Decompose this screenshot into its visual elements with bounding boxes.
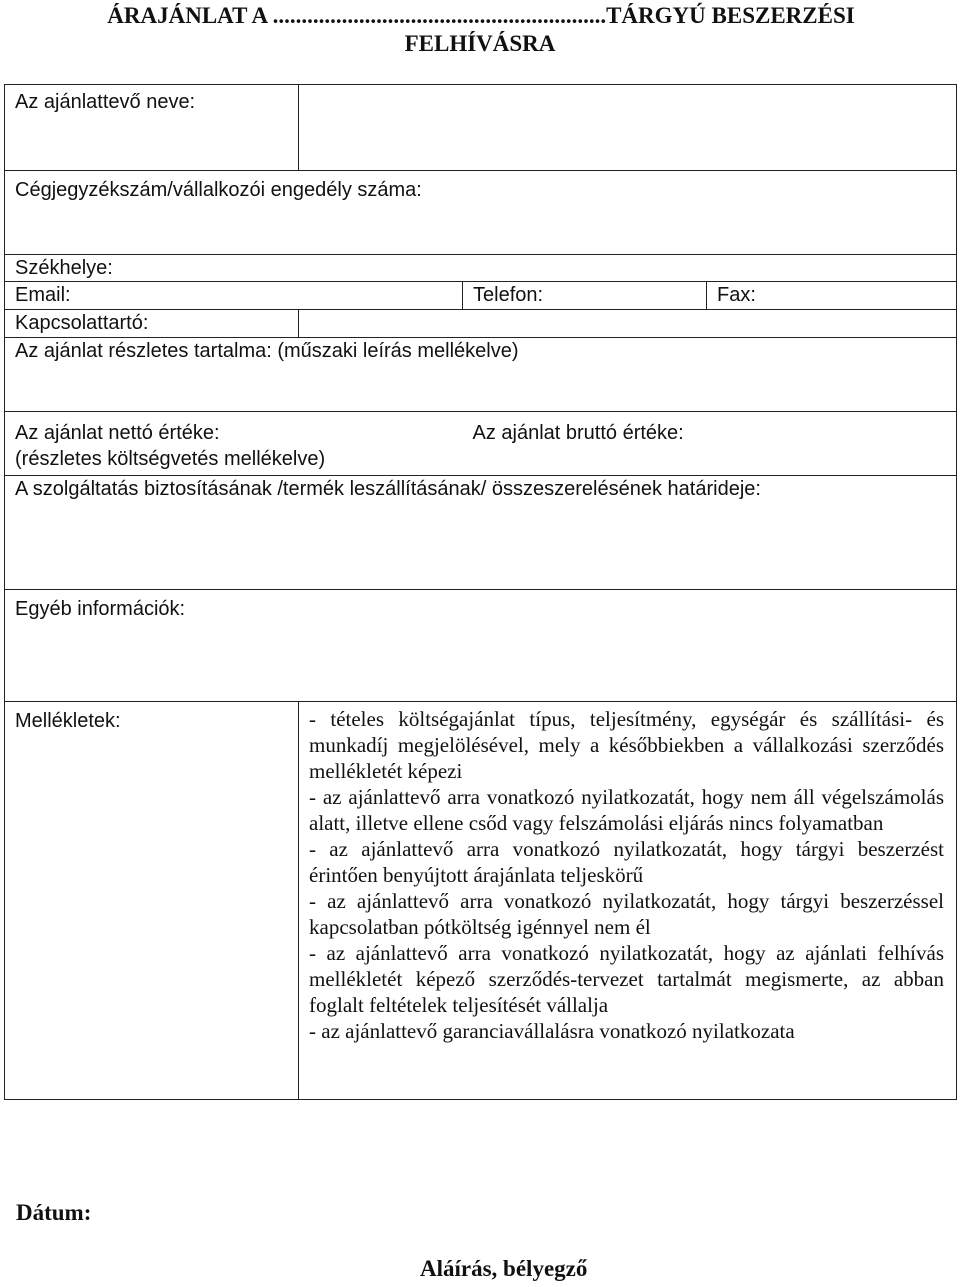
- bidder-name-label-cell: [5, 85, 299, 171]
- seat-field[interactable]: [5, 255, 957, 282]
- company-reg-field[interactable]: [5, 171, 957, 255]
- contact-label-cell: [5, 310, 299, 338]
- deadline-label: A szolgáltatás biztosításának /termék leszállításának/ összeszerelésének határideje:: [15, 478, 761, 500]
- attachments-label: Mellékletek:: [15, 710, 121, 732]
- contact-field[interactable]: [299, 310, 957, 338]
- gross-value-label: Az ajánlat bruttó értéke:: [472, 422, 684, 444]
- attachment-item: - az ajánlattevő arra vonatkozó nyilatkozatát, hogy tárgyi beszerzést érintően benyújtott árajánlata teljeskörű: [309, 837, 944, 887]
- seat-label: Székhelye:: [15, 257, 113, 279]
- bidder-name-label: Az ajánlattevő neve:: [15, 91, 196, 113]
- budget-note: (részletes költségvetés mellékelve): [15, 448, 326, 470]
- bidder-name-field[interactable]: [299, 85, 957, 171]
- net-value-label: Az ajánlat nettó értéke:: [15, 422, 220, 444]
- offer-form-table: [4, 84, 957, 1100]
- fax-label: Fax:: [717, 284, 756, 306]
- document-title: [0, 2, 960, 58]
- phone-field[interactable]: [463, 282, 707, 310]
- attachments-label-cell: [5, 702, 299, 1100]
- offer-content-label: Az ajánlat részletes tartalma: (műszaki leírás mellékelve): [15, 340, 519, 362]
- attachment-item: - az ajánlattevő arra vonatkozó nyilatkozatát, hogy az ajánlati felhívás mellékletét képező szerződés-tervezet tartalmát megismerte, az abban foglalt feltételek teljesítését vállalja: [309, 941, 944, 1017]
- attachment-item: - tételes költségajánlat típus, teljesítmény, egységár és szállítási- és munkadíj megjelölésével, mely a későbbiekben a vállalkozási szerződés mellékletét képezi: [309, 707, 944, 783]
- net-value-field[interactable]: [5, 412, 463, 476]
- gross-value-field[interactable]: [463, 412, 957, 476]
- other-info-field[interactable]: [5, 590, 957, 702]
- company-reg-label: Cégjegyzékszám/vállalkozói engedély száma:: [15, 179, 422, 201]
- contact-label: Kapcsolattartó:: [15, 312, 149, 334]
- date-label: Dátum:: [16, 1200, 92, 1225]
- attachment-item: - az ajánlattevő arra vonatkozó nyilatkozatát, hogy tárgyi beszerzéssel kapcsolatban pótköltség igénnyel nem él: [309, 889, 944, 939]
- attachment-item: - az ajánlattevő arra vonatkozó nyilatkozatát, hogy nem áll végelszámolás alatt, illetve ellene csőd vagy felszámolási eljárás nincs folyamatban: [309, 785, 944, 835]
- attachments-list: [299, 702, 957, 1100]
- email-field[interactable]: [5, 282, 463, 310]
- email-label: Email:: [15, 284, 71, 306]
- offer-content-field[interactable]: [5, 338, 957, 412]
- fax-field[interactable]: [707, 282, 957, 310]
- signature-label: Aláírás, bélyegző: [420, 1256, 588, 1281]
- title-line-1: ÁRAJÁNLAT A ..........................................................TÁRGYÚ BESZERZÉSI: [107, 3, 855, 28]
- other-info-label: Egyéb információk:: [15, 598, 186, 620]
- attachment-item: - az ajánlattevő garanciavállalásra vonatkozó nyilatkozata: [309, 1019, 795, 1043]
- phone-label: Telefon:: [473, 284, 544, 306]
- title-line-2: FELHÍVÁSRA: [404, 31, 556, 56]
- deadline-field[interactable]: [5, 476, 957, 590]
